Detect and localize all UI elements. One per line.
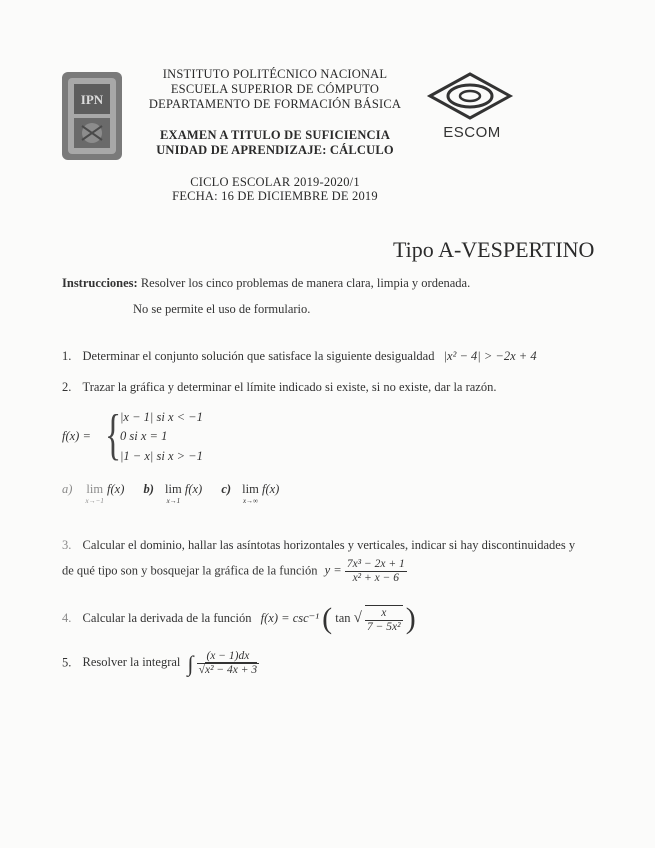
exam-title: EXAMEN A TITULO DE SUFICIENCIA	[159, 128, 391, 142]
problem-2-number: 2.	[62, 380, 72, 394]
problem-5-numerator: (x − 1)dx	[197, 650, 260, 664]
problem-3-denominator: x² + x − 6	[352, 572, 400, 584]
problem-3-line2	[62, 558, 407, 585]
problem-3-number: 3.	[62, 538, 72, 552]
limit-a-label: a)	[62, 482, 73, 496]
institution-name: INSTITUTO POLITÉCNICO NACIONAL	[162, 67, 388, 81]
problem-5-fraction	[197, 650, 260, 677]
piecewise-brace: {	[105, 404, 122, 466]
limit-c-sub: x→∞	[242, 497, 259, 505]
limit-b-expr: f(x)	[184, 482, 203, 496]
problem-3-numerator: 7x³ − 2x + 1	[346, 558, 405, 570]
integral-icon: ∫	[187, 651, 194, 676]
problem-3	[62, 538, 575, 553]
problem-3-text-line2: de qué tipo son y bosquejar la gráfica de la función	[62, 563, 318, 578]
problem-1	[62, 349, 537, 364]
exam-type: Tipo A-VESPERTINO	[393, 237, 595, 262]
problem-4	[62, 604, 416, 634]
problem-4-open-paren: (	[322, 602, 333, 635]
instructions	[62, 276, 470, 291]
limit-c-label: c)	[221, 482, 232, 496]
escom-logo-text: ESCOM	[443, 124, 501, 141]
limit-c	[242, 482, 259, 505]
sqrt-icon: √	[198, 664, 205, 676]
problem-4-close-paren: )	[405, 602, 416, 635]
problem-5-denominator-wrap	[197, 664, 260, 677]
problem-4-function-label: f(x) = csc⁻¹	[260, 610, 319, 625]
problem-5-text: Resolver la integral	[82, 655, 181, 670]
problem-2	[62, 380, 496, 395]
school-name: ESCUELA SUPERIOR DE CÓMPUTO	[170, 82, 380, 96]
limit-a-expr: f(x)	[107, 482, 125, 496]
problem-5-denominator: x² − 4x + 3	[204, 664, 258, 676]
limit-b-label: b)	[143, 482, 154, 496]
problem-1-number: 1.	[62, 349, 72, 363]
exam-date: FECHA: 16 DE DICIEMBRE DE 2019	[172, 189, 378, 203]
learning-unit: UNIDAD DE APRENDIZAJE: CÁLCULO	[156, 143, 394, 157]
problem-4-tan: tan	[335, 610, 351, 625]
instructions-label: Instrucciones:	[62, 276, 138, 290]
problem-1-text: Determinar el conjunto solución que satisface la siguiente desigualdad	[82, 349, 435, 363]
ipn-logo	[60, 70, 124, 162]
limit-b-lim: lim	[165, 482, 182, 496]
problem-5	[62, 650, 259, 677]
ipn-logo-text: IPN	[80, 92, 104, 107]
instructions-note: No se permite el uso de formulario.	[133, 302, 311, 316]
problem-1-inequality: |x² − 4| > −2x + 4	[443, 349, 537, 363]
limit-b-sub: x→1	[166, 497, 181, 505]
department-name: DEPARTAMENTO DE FORMACIÓN BÁSICA	[148, 97, 402, 111]
limit-a-sub: x→−1	[85, 497, 104, 505]
problem-2-text: Trazar la gráfica y determinar el límite indicado si existe, si no existe, dar la razón.	[82, 380, 497, 394]
limit-c-expr: f(x)	[261, 482, 280, 496]
sqrt-icon: √	[353, 609, 362, 626]
instructions-text: Resolver los cinco problemas de manera clara, limpia y ordenada.	[140, 276, 471, 290]
problem-4-text: Calcular la derivada de la función	[82, 610, 252, 625]
problem-4-number: 4.	[62, 610, 72, 625]
limit-a	[86, 482, 104, 505]
piecewise-case-1: |x − 1| si x < −1	[120, 410, 203, 424]
problem-3-y-label: y =	[324, 563, 342, 578]
problem-4-fraction	[365, 605, 403, 634]
piecewise-case-3: |1 − x| si x > −1	[120, 449, 203, 463]
limit-a-lim: lim	[86, 482, 104, 496]
piecewise-case-2: 0 si x = 1	[120, 429, 168, 443]
problem-3-fraction	[345, 558, 407, 585]
problem-4-denominator: 7 − 5x²	[367, 620, 401, 633]
problem-5-number: 5.	[62, 655, 72, 670]
problem-4-numerator: x	[365, 607, 403, 621]
limits-row	[62, 482, 279, 505]
limit-b	[165, 482, 182, 505]
piecewise-function-label: f(x) =	[62, 429, 91, 443]
problem-3-text-line1: Calcular el dominio, hallar las asíntotas horizontales y verticales, indicar si hay discontinuidades y	[82, 538, 576, 552]
school-cycle: CICLO ESCOLAR 2019-2020/1	[190, 175, 360, 189]
limit-c-lim: lim	[242, 482, 259, 496]
